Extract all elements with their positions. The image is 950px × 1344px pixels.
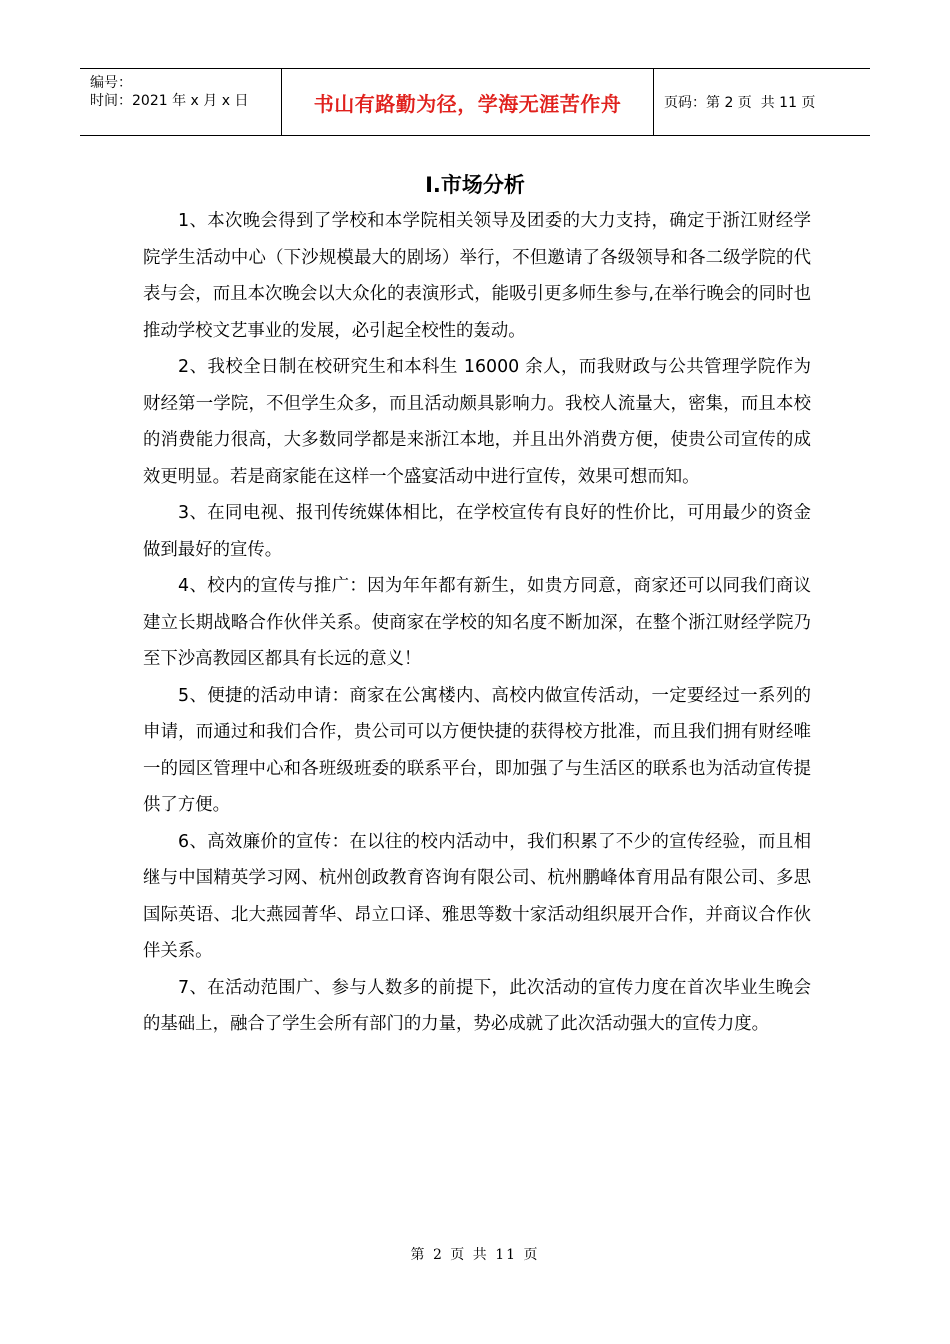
header-page-number: 页码：第 2 页 共 11 页 (664, 95, 816, 111)
document-date-label: 时间：2021 年 x 月 x 日 (90, 93, 249, 109)
document-number-label: 编号： (90, 75, 132, 91)
section-title: Ⅰ.市场分析 (425, 173, 525, 197)
page-footer: 第 2 页 共 11 页 (410, 1247, 540, 1263)
header-meta-cell (80, 69, 282, 135)
header-motto: 书山有路勤为径，学海无涯苦作舟 (313, 91, 622, 116)
body-paragraph: 5、便捷的活动申请：商家在公寓楼内、高校内做宣传活动，一定要经过一系列的申请，而通过和我们合作，贵公司可以方便快捷的获得校方批准，而且我们拥有财经唯一的园区管理中心和各班级班委的联系平台，即加强了与生活区的联系也为活动宣传提供了方便。 (143, 685, 811, 815)
body-paragraph: 4、校内的宣传与推广：因为年年都有新生，如贵方同意，商家还可以同我们商议建立长期战略合作伙伴关系。使商家在学校的知名度不断加深，在整个浙江财经学院乃至下沙高教园区都具有长远的意义！ (143, 576, 811, 669)
body-paragraph: 7、在活动范围广、参与人数多的前提下，此次活动的宣传力度在首次毕业生晚会的基础上，融合了学生会所有部门的力量，势必成就了此次活动强大的宣传力度。 (143, 977, 811, 1034)
document-header (80, 68, 870, 136)
header-motto-cell (282, 69, 654, 135)
document-body (143, 203, 811, 1043)
body-paragraph: 6、高效廉价的宣传：在以往的校内活动中，我们积累了不少的宣传经验，而且相继与中国精英学习网、杭州创政教育咨询有限公司、杭州鹏峰体育用品有限公司、多思国际英语、北大燕园菁华、昂立口译、雅思等数十家活动组织展开合作，并商议合作伙伴关系。 (143, 831, 811, 961)
body-paragraph: 2、我校全日制在校研究生和本科生 16000 余人，而我财政与公共管理学院作为财经第一学院，不但学生众多，而且活动颇具影响力。我校人流量大，密集，而且本校的消费能力很高，大多数同学都是来浙江本地，并且出外消费方便，使贵公司宣传的成效更明显。若是商家能在这样一个盛宴活动中进行宣传，效果可想而知。 (143, 357, 811, 487)
header-page-cell (654, 69, 870, 135)
body-paragraph: 3、在同电视、报刊传统媒体相比，在学校宣传有良好的性价比，可用最少的资金做到最好的宣传。 (143, 503, 811, 560)
body-paragraph: 1、本次晚会得到了学校和本学院相关领导及团委的大力支持，确定于浙江财经学院学生活动中心（下沙规模最大的剧场）举行，不但邀请了各级领导和各二级学院的代表与会，而且本次晚会以大众化的表演形式，能吸引更多师生参与,在举行晚会的同时也推动学校文艺事业的发展，必引起全校性的轰动。 (143, 211, 811, 341)
